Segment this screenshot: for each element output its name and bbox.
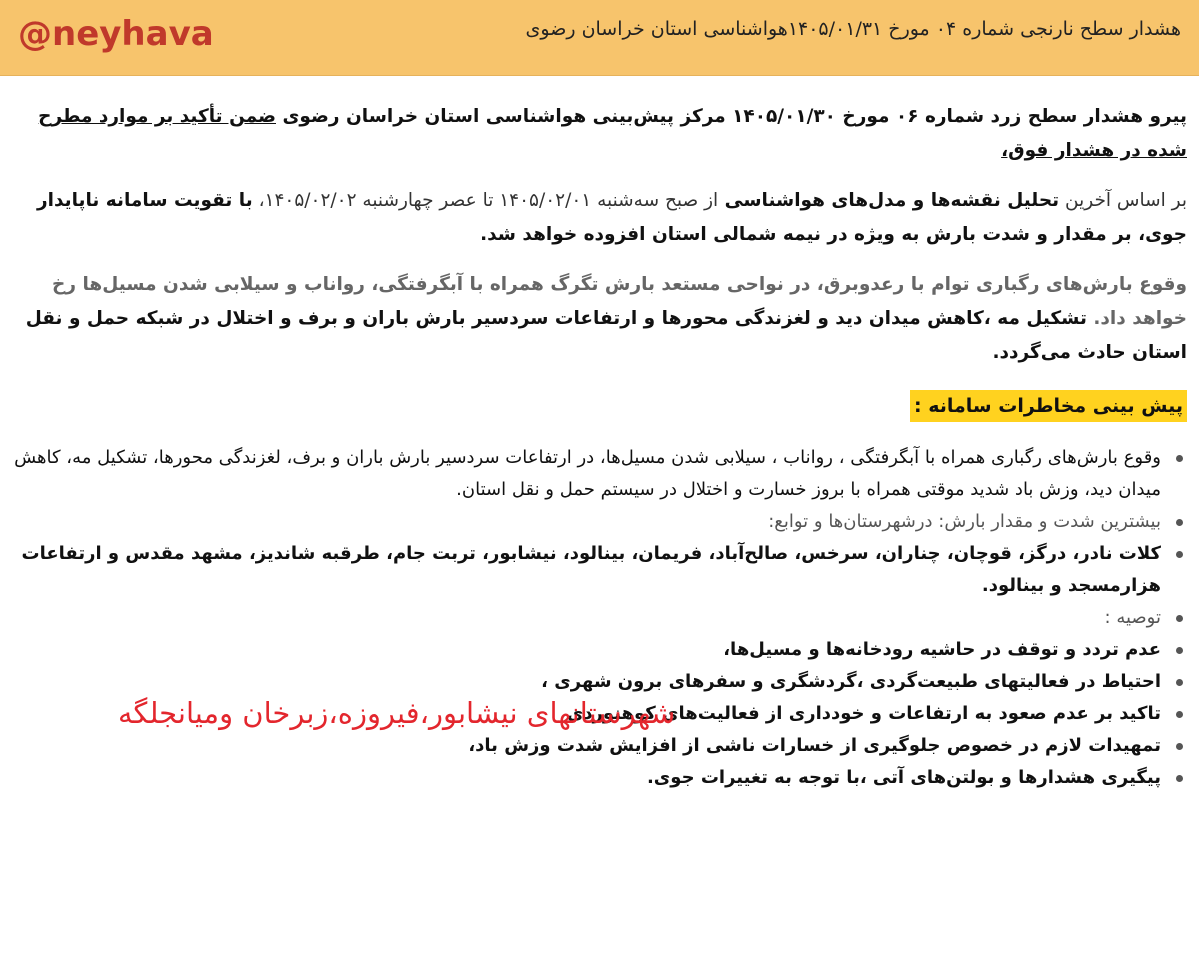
list-item: بیشترین شدت و مقدار بارش: درشهرستان‌ها و توابع: — [12, 506, 1161, 538]
list-item: پیگیری هشدارها و بولتن‌های آتی ،با توجه به تغییرات جوی. — [12, 762, 1161, 794]
hazard-list — [12, 442, 1187, 794]
list-item: تاکید بر عدم صعود به ارتفاعات و خودداری از فعالیت‌های کوهنوردی — [12, 698, 1161, 730]
list-item: احتیاط در فعالیتهای طبیعت‌گردی ،گردشگری و سفرهای برون شهری ، — [12, 666, 1161, 698]
list-item: کلات نادر، درگز، قوچان، چناران، سرخس، صالح‌آباد، فریمان، بینالود، نیشابور، تربت جام، طرقبه شاندیز، مشهد مقدس و ارتفاعات هزارمسجد و بینالود. — [12, 538, 1161, 602]
hazards-bold: تشکیل مه ،کاهش میدان دید و لغزندگی محورها و ارتفاعات سردسیر بارش باران و برف و اختلال در شبکه حمل و نقل استان حادث می‌گردد. — [25, 308, 1187, 363]
warning-header-title: هشدار سطح نارنجی شماره ۰۴ مورخ ۱۴۰۵/۰۱/۳۱هواشناسی استان خراسان رضوی — [525, 18, 1181, 40]
intro-paragraph — [12, 100, 1187, 168]
list-item: تمهیدات لازم در خصوص جلوگیری از خسارات ناشی از افزایش شدت وزش باد، — [12, 730, 1161, 762]
intro-text: پیرو هشدار سطح زرد شماره ۰۶ مورخ ۱۴۰۵/۰۱/۳۰ مرکز پیش‌بینی هواشناسی استان خراسان رضوی — [276, 106, 1187, 127]
channel-handle: @neyhava — [18, 14, 214, 54]
warning-body — [12, 100, 1187, 794]
hazards-paragraph — [12, 268, 1187, 370]
analysis-paragraph — [12, 184, 1187, 252]
analysis-rest: با تقویت سامانه ناپایدار جوی، بر مقدار و شدت بارش به ویژه در نیمه شمالی استان افزوده خواهد شد. — [36, 190, 1187, 245]
intro-underlined: ضمن تأکید بر موارد مطرح شده در هشدار فوق، — [38, 106, 1187, 161]
analysis-dates: از صبح سه‌شنبه ۱۴۰۵/۰۲/۰۱ تا عصر چهارشنبه ۱۴۰۵/۰۲/۰۲، — [252, 190, 719, 211]
header-bar — [0, 0, 1199, 76]
counties-overlay-note: شهرستانهای نیشابور،فیروزه،زبرخان ومیانجلگه — [118, 696, 676, 730]
analysis-bold: تحلیل نقشه‌ها و مدل‌های هواشناسی — [718, 190, 1060, 211]
list-item: عدم تردد و توقف در حاشیه رودخانه‌ها و مسیل‌ها، — [12, 634, 1161, 666]
list-item: توصیه : — [12, 602, 1161, 634]
section-title: پیش بینی مخاطرات سامانه : — [910, 390, 1187, 422]
analysis-lead: بر اساس آخرین — [1059, 190, 1187, 211]
list-item: وقوع بارش‌های رگباری همراه با آبگرفتگی ، رواناب ، سیلابی شدن مسیل‌ها، در ارتفاعات سردسیر بارش باران و برف، لغزندگی محورها، تشکیل مه، کاهش میدان دید، وزش باد شدید موقتی همراه با بروز خسارت و اختلال در سیستم حمل و نقل استان. — [12, 442, 1161, 506]
hazards-muted: وقوع بارش‌های رگباری توام با رعدوبرق، در نواحی مستعد بارش تگرگ همراه با آبگرفتگی، رواناب و سیلابی شدن مسیل‌ها رخ خواهد داد. — [52, 274, 1187, 329]
